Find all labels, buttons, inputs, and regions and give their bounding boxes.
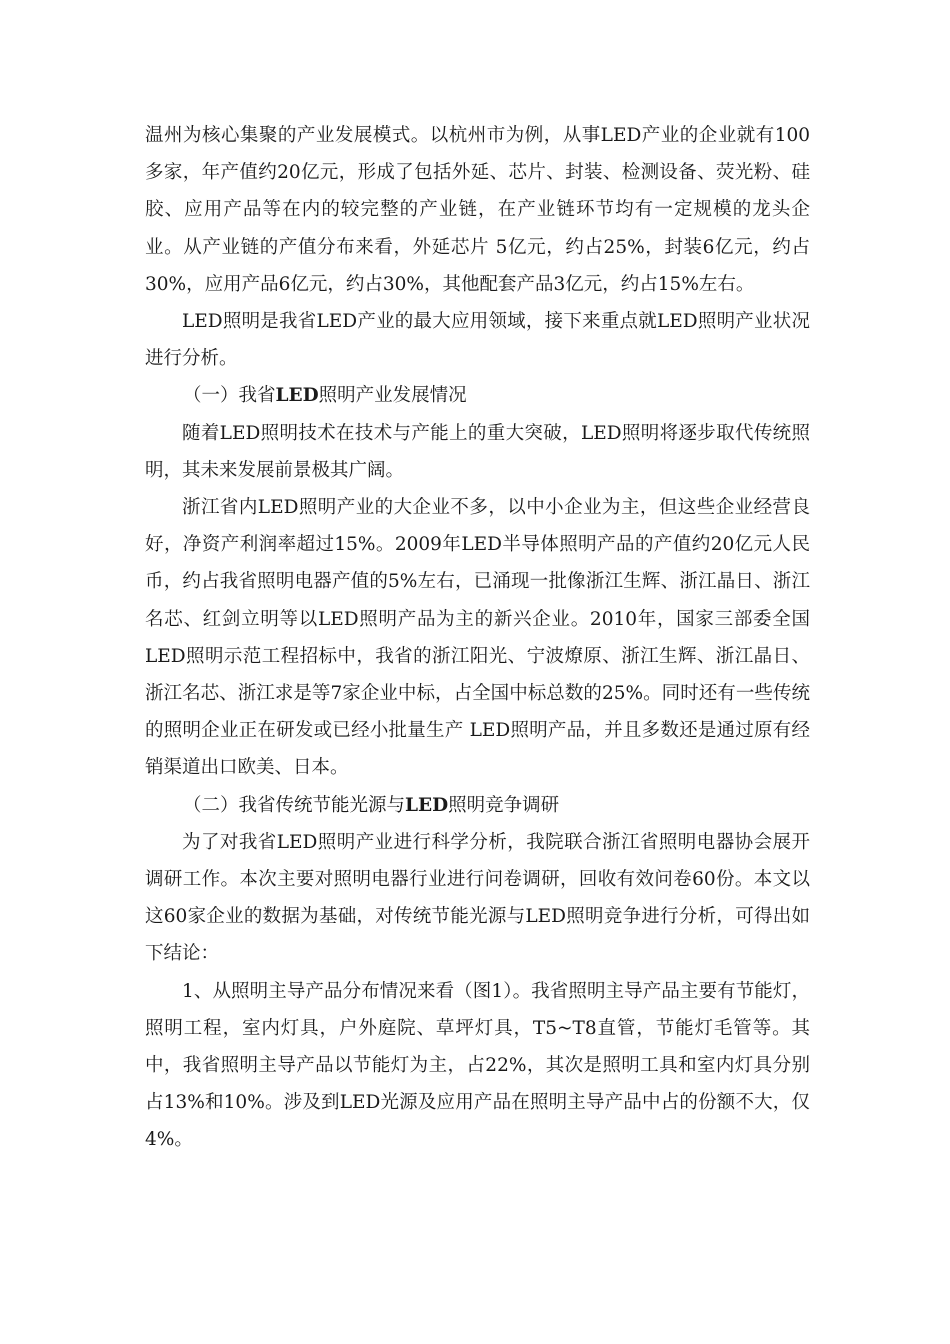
section-heading-2-bold: LED — [405, 794, 449, 816]
paragraph-zhejiang-led-enterprises: 浙江省内LED照明产业的大企业不多，以中小企业为主，但这些企业经营良好，净资产利润率超过15%。2009年LED半导体照明产品的产值约20亿元人民币，约占我省照明电器产值的5%左右，已涌现一批像浙江生辉、浙江晶日、浙江名芯、红剑立明等以LED照明产品为主的新兴企业。2010年，国家三部委全国LED照明示范工程招标中，我省的浙江阳光、宁波燎原、浙江生辉、浙江晶日、浙江名芯、浙江求是等7家企业中标，占全国中标总数的25%。同时还有一些传统的照明企业正在研发或已经小批量生产 LED照明产品，并且多数还是通过原有经销渠道出口欧美、日本。 — [145, 497, 810, 779]
paragraph-survey-method: 为了对我省LED照明产业进行科学分析，我院联合浙江省照明电器协会展开调研工作。本次主要对照明电器行业进行问卷调研，回收有效问卷60份。本文以这60家企业的数据为基础，对传统节能光源与LED照明竞争进行分析，可得出如下结论： — [145, 831, 810, 965]
section-heading-1-suffix: 照明产业发展情况 — [318, 385, 467, 407]
section-heading-1-bold: LED — [275, 385, 319, 407]
paragraph-hangzhou-industry-chain: 温州为核心集聚的产业发展模式。以杭州市为例，从事LED产业的企业就有100多家，年产值约20亿元，形成了包括外延、芯片、封装、检测设备、荧光粉、硅胶、应用产品等在内的较完整的产业链，在产业链环节均有一定规模的龙头企业。从产业链的产值分布来看，外延芯片 5亿元，约占25%，封装6亿元，约占30%，应用产品6亿元，约占30%，其他配套产品3亿元，约占15%左右。 — [145, 125, 810, 295]
section-heading-2 — [145, 787, 810, 824]
paragraph-led-lighting-intro: LED照明是我省LED产业的最大应用领域，接下来重点就LED照明产业状况进行分析。 — [145, 311, 810, 370]
section-heading-1 — [145, 377, 810, 414]
document-body — [145, 117, 810, 1159]
section-heading-1-prefix: （一）我省 — [183, 385, 276, 407]
section-heading-2-prefix: （二）我省传统节能光源与 — [183, 794, 406, 816]
paragraph-main-products: 1、从照明主导产品分布情况来看（图1）。我省照明主导产品主要有节能灯，照明工程，室内灯具，户外庭院、草坪灯具，T5~T8直管，节能灯毛管等。其中，我省照明主导产品以节能灯为主，占22%，其次是照明工具和室内灯具分别占13%和10%。涉及到LED光源及应用产品在照明主导产品中占的份额不大，仅4%。 — [145, 980, 810, 1151]
section-heading-2-suffix: 照明竞争调研 — [448, 794, 560, 816]
paragraph-led-breakthrough: 随着LED照明技术在技术与产能上的重大突破，LED照明将逐步取代传统照明，其未来发展前景极其广阔。 — [145, 422, 810, 481]
